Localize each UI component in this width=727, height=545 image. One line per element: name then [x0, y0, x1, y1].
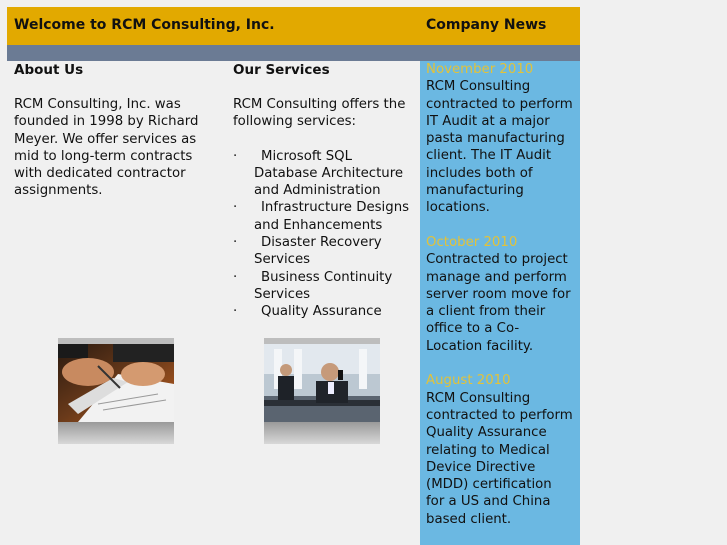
businessman-phone-image	[264, 344, 380, 422]
company-news-panel	[420, 61, 580, 545]
bullet: ·	[233, 235, 238, 251]
news-item	[426, 234, 574, 355]
services-intro: RCM Consulting offers the following services:	[233, 97, 406, 130]
services-section	[233, 61, 418, 321]
news-text: RCM Consulting contracted to perform Quality Assurance relating to Medical Device Directive (MDD) certification for a US and China based client.	[426, 390, 573, 527]
service-label: Quality Assurance	[261, 304, 382, 320]
news-item	[426, 61, 574, 217]
service-label: Disaster Recovery Services	[254, 235, 382, 268]
about-heading: About Us	[14, 62, 84, 78]
bullet: ·	[233, 304, 238, 320]
bullet: ·	[233, 269, 238, 285]
signing-document-image	[58, 344, 174, 422]
news-text: RCM Consulting contracted to perform IT Audit at a major pasta manufacturing client. The IT Audit includes both of manufacturing locations.	[426, 79, 573, 216]
about-section	[14, 61, 214, 200]
about-body: RCM Consulting, Inc. was founded in 1998 by Richard Meyer. We offer services as mid to long-term contracts with dedicated contractor assignments.	[14, 97, 199, 199]
list-item	[233, 269, 418, 304]
businessman-phone-photo	[264, 338, 380, 444]
service-label: Infrastructure Designs and Enhancements	[254, 200, 410, 233]
service-label: Business Continuity Services	[254, 269, 393, 302]
list-item	[233, 199, 418, 234]
news-date: October 2010	[426, 234, 518, 250]
news-text: Contracted to project manage and perform server room move for a client from their office to a Co-Location facility.	[426, 252, 571, 354]
services-list	[233, 148, 418, 321]
list-item	[233, 234, 418, 269]
site-title: Welcome to RCM Consulting, Inc.	[14, 17, 275, 33]
news-date: November 2010	[426, 62, 534, 77]
list-item	[233, 148, 418, 200]
header-bar	[7, 7, 580, 45]
services-heading: Our Services	[233, 62, 330, 78]
news-item	[426, 372, 574, 528]
bullet: ·	[233, 200, 238, 216]
nav-bar	[7, 45, 580, 61]
news-date: August 2010	[426, 373, 511, 389]
service-label: Microsoft SQL Database Architecture and Administration	[254, 148, 404, 199]
company-news-heading: Company News	[426, 17, 547, 33]
bullet: ·	[233, 148, 238, 164]
list-item	[233, 303, 418, 320]
signing-document-photo	[58, 338, 174, 444]
